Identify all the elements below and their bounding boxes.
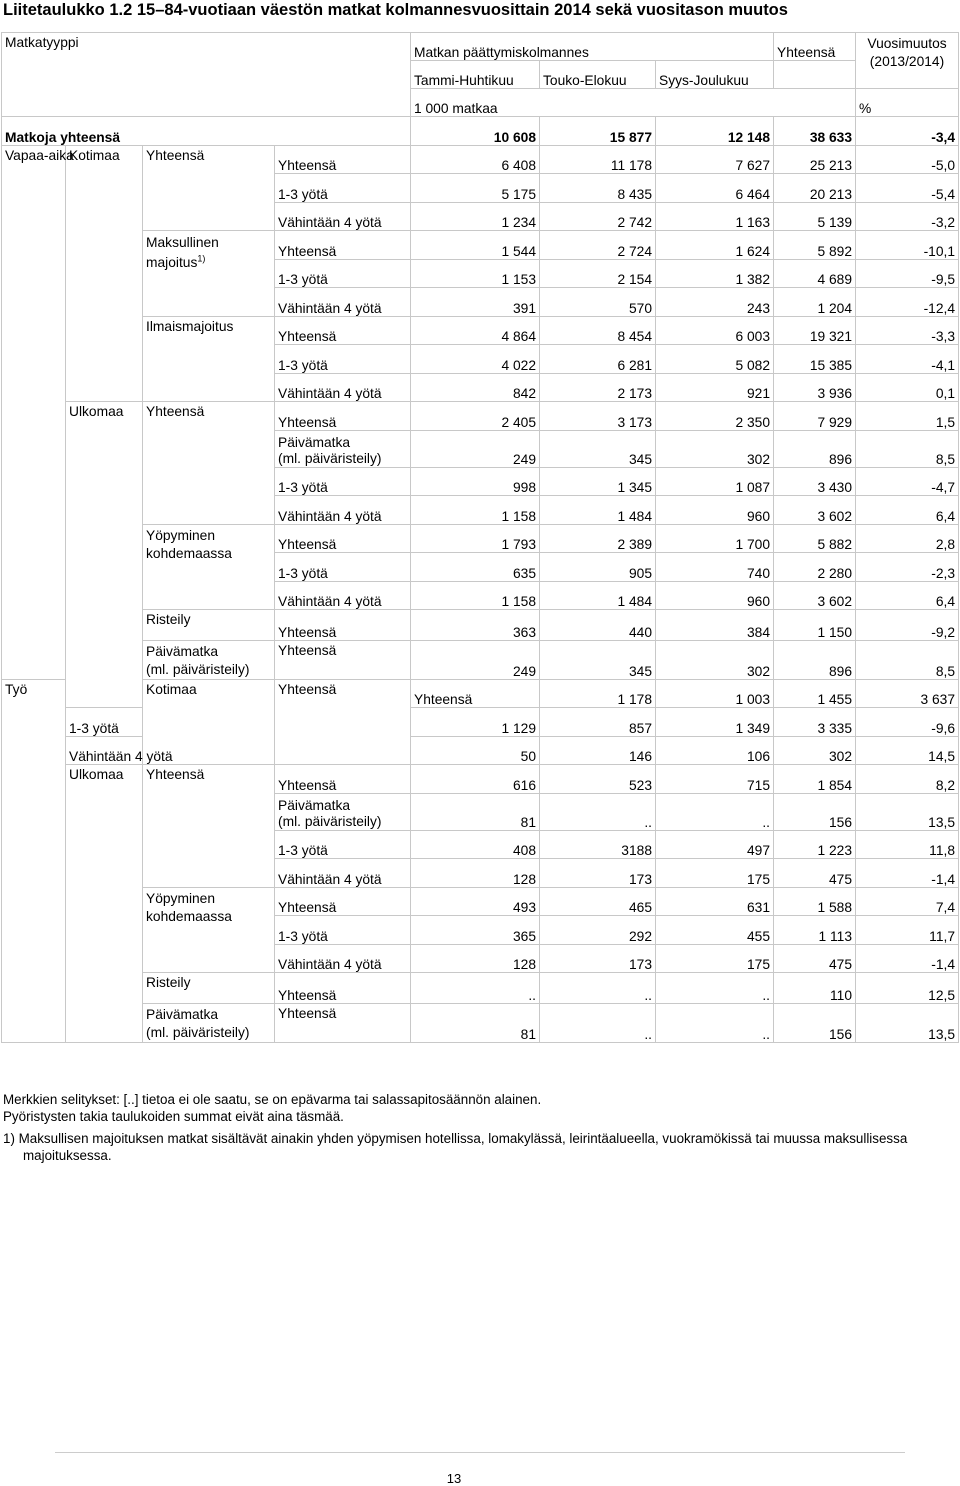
table-cell: 146 <box>540 736 656 765</box>
row-label: 1-3 yötä <box>275 830 411 859</box>
table-cell: 4 689 <box>774 259 856 288</box>
table-cell: 8 454 <box>540 316 656 345</box>
label-text: (ml. päiväristeily) <box>146 1024 250 1040</box>
table-cell: -4,1 <box>856 345 959 374</box>
table-cell: .. <box>540 973 656 1004</box>
table-cell: 8,2 <box>856 765 959 794</box>
table-cell: 3 335 <box>774 708 856 737</box>
table-cell: -3,3 <box>856 316 959 345</box>
table-cell: 292 <box>540 916 656 945</box>
table-cell: -1,4 <box>856 944 959 973</box>
row-label: Kotimaa <box>143 679 275 765</box>
row-label: 1-3 yötä <box>275 259 411 288</box>
table-cell: 2 173 <box>540 373 656 402</box>
table-cell: 1 382 <box>656 259 774 288</box>
table-cell: 493 <box>411 887 540 916</box>
table-row <box>2 887 959 916</box>
table-cell: 175 <box>656 944 774 973</box>
table-cell: 243 <box>656 288 774 317</box>
table-cell: -5,0 <box>856 145 959 174</box>
table-cell: 6 281 <box>540 345 656 374</box>
table-cell: -9,2 <box>856 610 959 641</box>
table-cell: 960 <box>656 496 774 525</box>
table-cell: 635 <box>411 553 540 582</box>
table-cell: -4,7 <box>856 467 959 496</box>
row-label: Työ <box>2 679 66 1042</box>
table-cell: 7 929 <box>774 402 856 431</box>
label-text: Yöpyminen <box>146 527 216 543</box>
row-label: Vähintään 4 yötä <box>275 202 411 231</box>
table-cell: 110 <box>774 973 856 1004</box>
row-label: Ulkomaa <box>66 402 143 708</box>
table-cell: 302 <box>774 736 856 765</box>
row-label: Vähintään 4 yötä <box>66 736 143 765</box>
summary-value: -3,4 <box>856 117 959 146</box>
table-cell: 5 882 <box>774 524 856 553</box>
table-cell: 1 223 <box>774 830 856 859</box>
table-cell: 3 602 <box>774 581 856 610</box>
row-label: Vapaa-aika <box>2 145 66 679</box>
table-row <box>2 1003 959 1042</box>
table-cell: 523 <box>540 765 656 794</box>
table-cell: 1 234 <box>411 202 540 231</box>
table-cell: 408 <box>411 830 540 859</box>
table-row <box>2 765 959 794</box>
row-label: Yhteensä <box>275 402 411 431</box>
summary-row <box>2 117 959 146</box>
summary-value: 15 877 <box>540 117 656 146</box>
table-cell: 465 <box>540 887 656 916</box>
table-cell: 3 936 <box>774 373 856 402</box>
header-total: Yhteensä <box>774 33 856 61</box>
label-text: Päivämatka <box>278 797 351 813</box>
table-cell: 1,5 <box>856 402 959 431</box>
table-cell: 11 178 <box>540 145 656 174</box>
label-text: (ml. päiväristeily) <box>278 813 382 829</box>
row-label: Ilmaismajoitus <box>143 316 275 402</box>
table-cell: 740 <box>656 553 774 582</box>
table-cell: 345 <box>540 430 656 467</box>
table-cell: 3 173 <box>540 402 656 431</box>
table-cell: 1 129 <box>411 708 540 737</box>
row-label: Yhteensä <box>275 765 411 794</box>
table-cell: 81 <box>411 793 540 830</box>
table-cell: 1 158 <box>411 581 540 610</box>
header-total-blank <box>774 61 856 89</box>
table-cell: 3 602 <box>774 496 856 525</box>
table-cell: 842 <box>411 373 540 402</box>
row-label: Risteily <box>143 973 275 1004</box>
table-row <box>2 231 959 260</box>
table-cell: .. <box>540 793 656 830</box>
row-label: Yhteensä <box>143 145 275 231</box>
table-cell: 175 <box>656 859 774 888</box>
table-cell: 6,4 <box>856 496 959 525</box>
summary-label: Matkoja yhteensä <box>2 117 411 146</box>
header-matkatyyppi: Matkatyyppi <box>2 33 411 117</box>
table-cell: 2 154 <box>540 259 656 288</box>
table-cell: 1 700 <box>656 524 774 553</box>
table-cell: 1 484 <box>540 496 656 525</box>
table-cell: 302 <box>656 430 774 467</box>
row-label <box>143 887 275 973</box>
table-cell: -5,4 <box>856 174 959 203</box>
row-label: 1-3 yötä <box>275 916 411 945</box>
row-label: 1-3 yötä <box>275 174 411 203</box>
row-label: Yhteensä <box>275 524 411 553</box>
table-cell: 363 <box>411 610 540 641</box>
table-row <box>2 610 959 641</box>
table-cell: 2 350 <box>656 402 774 431</box>
table-cell: 5 892 <box>774 231 856 260</box>
table-cell: .. <box>656 1003 774 1042</box>
table-cell: -9,6 <box>856 708 959 737</box>
table-cell: 14,5 <box>856 736 959 765</box>
table-cell: 440 <box>540 610 656 641</box>
table-cell: .. <box>540 1003 656 1042</box>
table-cell: 960 <box>656 581 774 610</box>
table-cell: -2,3 <box>856 553 959 582</box>
row-label <box>143 524 275 610</box>
table-row <box>2 973 959 1004</box>
table-cell: 2 724 <box>540 231 656 260</box>
page-title: Liitetaulukko 1.2 15–84-vuotiaan väestön matkat kolmannesvuosittain 2014 sekä vuositason muutos <box>3 1 788 19</box>
row-label: Kotimaa <box>66 145 143 402</box>
table-cell: 4 864 <box>411 316 540 345</box>
table-cell: 455 <box>656 916 774 945</box>
table-cell: -10,1 <box>856 231 959 260</box>
rounding-note: Pyöristysten takia taulukoiden summat eivät aina täsmää. <box>3 1108 344 1124</box>
table-cell: 8 435 <box>540 174 656 203</box>
table-cell: 128 <box>411 859 540 888</box>
label-text: kohdemaassa <box>146 908 232 924</box>
footnote: 1) Maksullisen majoituksen matkat sisältävät ainakin yhden yöpymisen hotellissa, lomakylässä, leirintäalueella, vuokramökissä tai muussa maksullisessa majoituksessa. <box>3 1131 908 1163</box>
summary-value: 12 148 <box>656 117 774 146</box>
header-change: Vuosimuutos (2013/2014) <box>856 33 959 89</box>
row-label <box>275 793 411 830</box>
table-row <box>2 402 959 431</box>
label-text: Yöpyminen <box>146 890 216 906</box>
row-label: Yhteensä <box>275 316 411 345</box>
label-text: kohdemaassa <box>146 545 232 561</box>
row-label: Vähintään 4 yötä <box>275 496 411 525</box>
table-cell: 7,4 <box>856 887 959 916</box>
row-label: Yhteensä <box>275 610 411 641</box>
table-cell: 497 <box>656 830 774 859</box>
legend-note: Merkkien selitykset: [..] tietoa ei ole saatu, se on epävarma tai salassapitosäännön alainen. <box>3 1092 542 1107</box>
table-cell: 5 139 <box>774 202 856 231</box>
row-label: Yhteensä <box>275 679 411 765</box>
table-cell: 25 213 <box>774 145 856 174</box>
table-cell: 570 <box>540 288 656 317</box>
table-cell: 921 <box>656 373 774 402</box>
table-cell: 2 389 <box>540 524 656 553</box>
table-cell: 5 082 <box>656 345 774 374</box>
table-cell: 616 <box>411 765 540 794</box>
table-cell: 302 <box>656 640 774 679</box>
table-cell: 6 464 <box>656 174 774 203</box>
table-cell: 2 405 <box>411 402 540 431</box>
table-cell: 3 637 <box>856 679 959 708</box>
table-cell: 81 <box>411 1003 540 1042</box>
row-label <box>143 1003 275 1042</box>
table-cell: 50 <box>411 736 540 765</box>
row-label: Yhteensä <box>275 231 411 260</box>
table-cell: 896 <box>774 430 856 467</box>
table-cell: 128 <box>411 944 540 973</box>
table-cell: 475 <box>774 859 856 888</box>
table-cell: 1 178 <box>540 679 656 708</box>
table-cell: 1 588 <box>774 887 856 916</box>
header-unit: 1 000 matkaa <box>411 89 856 117</box>
table-cell: 13,5 <box>856 793 959 830</box>
header-q1: Tammi-Huhtikuu <box>411 61 540 89</box>
row-label: Vähintään 4 yötä <box>275 944 411 973</box>
table-cell: 6 003 <box>656 316 774 345</box>
table-cell: 4 022 <box>411 345 540 374</box>
table-cell: 156 <box>774 793 856 830</box>
data-table-container <box>1 32 958 1043</box>
table-cell: 13,5 <box>856 1003 959 1042</box>
table-cell: 1 484 <box>540 581 656 610</box>
row-label <box>275 430 411 467</box>
row-label <box>143 640 275 679</box>
row-label: Yhteensä <box>411 679 540 708</box>
row-label: Yhteensä <box>275 145 411 174</box>
table-cell: 173 <box>540 944 656 973</box>
notes <box>3 1092 933 1164</box>
table-cell: 1 349 <box>656 708 774 737</box>
row-label: Vähintään 4 yötä <box>275 859 411 888</box>
header-q2: Touko-Elokuu <box>540 61 656 89</box>
table-cell: 715 <box>656 765 774 794</box>
footnote-marker: 1) <box>197 253 206 264</box>
table-cell: 11,8 <box>856 830 959 859</box>
table-cell: 1 455 <box>774 679 856 708</box>
table-cell: 1 087 <box>656 467 774 496</box>
table-cell: 249 <box>411 640 540 679</box>
summary-value: 38 633 <box>774 117 856 146</box>
row-label: 1-3 yötä <box>66 708 143 737</box>
table-cell: 1 345 <box>540 467 656 496</box>
table-row <box>2 679 959 708</box>
table-cell: 1 544 <box>411 231 540 260</box>
row-label: Yhteensä <box>275 640 411 679</box>
row-label: Vähintään 4 yötä <box>275 581 411 610</box>
table-cell: 2 280 <box>774 553 856 582</box>
table-cell: .. <box>411 973 540 1004</box>
row-label: Yhteensä <box>143 765 275 888</box>
table-cell: 2,8 <box>856 524 959 553</box>
table-cell: 173 <box>540 859 656 888</box>
table-cell: 365 <box>411 916 540 945</box>
table-cell: 1 153 <box>411 259 540 288</box>
label-text: (ml. päiväristeily) <box>278 450 382 466</box>
label-text: Maksullinen <box>146 235 219 250</box>
table-cell: 1 793 <box>411 524 540 553</box>
row-label: Yhteensä <box>275 973 411 1004</box>
table-cell: 1 624 <box>656 231 774 260</box>
table-cell: 2 742 <box>540 202 656 231</box>
table-cell: 12,5 <box>856 973 959 1004</box>
table-cell: -1,4 <box>856 859 959 888</box>
row-label: Yhteensä <box>275 1003 411 1042</box>
table-cell: 0,1 <box>856 373 959 402</box>
table-cell: -12,4 <box>856 288 959 317</box>
label-text: (ml. päiväristeily) <box>146 661 250 677</box>
row-label: 1-3 yötä <box>275 345 411 374</box>
row-label: 1-3 yötä <box>275 553 411 582</box>
table-row <box>2 524 959 553</box>
table-cell: 631 <box>656 887 774 916</box>
row-label <box>143 231 275 317</box>
row-label: Yhteensä <box>143 402 275 525</box>
table-cell: 998 <box>411 467 540 496</box>
label-text: Päivämatka <box>278 434 351 450</box>
table-row <box>2 640 959 679</box>
table-cell: 1 158 <box>411 496 540 525</box>
table-cell: 156 <box>774 1003 856 1042</box>
row-label: Risteily <box>143 610 275 641</box>
table-cell: 345 <box>540 640 656 679</box>
table-cell: 8,5 <box>856 640 959 679</box>
table-cell: 6,4 <box>856 581 959 610</box>
table-cell: 1 204 <box>774 288 856 317</box>
header-q3: Syys-Joulukuu <box>656 61 774 89</box>
table-cell: 11,7 <box>856 916 959 945</box>
label-text: Päivämatka <box>146 643 219 659</box>
table-cell: 7 627 <box>656 145 774 174</box>
table-cell: 6 408 <box>411 145 540 174</box>
header-row-1 <box>2 33 959 61</box>
data-table <box>1 32 959 1043</box>
table-cell: -9,5 <box>856 259 959 288</box>
label-text: Päivämatka <box>146 1006 219 1022</box>
table-cell: 905 <box>540 553 656 582</box>
table-cell: .. <box>656 973 774 1004</box>
table-cell: 15 385 <box>774 345 856 374</box>
table-cell: -3,2 <box>856 202 959 231</box>
row-label: 1-3 yötä <box>275 467 411 496</box>
table-cell: 3 430 <box>774 467 856 496</box>
footer-rule <box>55 1452 905 1453</box>
page-number: 13 <box>446 1471 462 1486</box>
table-row <box>2 316 959 345</box>
table-cell: 5 175 <box>411 174 540 203</box>
summary-value: 10 608 <box>411 117 540 146</box>
table-cell: 391 <box>411 288 540 317</box>
table-cell: 857 <box>540 708 656 737</box>
header-end-quarter: Matkan päättymiskolmannes <box>411 33 774 61</box>
table-row <box>2 145 959 174</box>
row-label: Ulkomaa <box>66 765 143 1043</box>
table-cell: 249 <box>411 430 540 467</box>
label-text: majoitus <box>146 255 198 270</box>
table-cell: 20 213 <box>774 174 856 203</box>
table-cell: 8,5 <box>856 430 959 467</box>
table-cell: .. <box>656 793 774 830</box>
table-cell: 384 <box>656 610 774 641</box>
table-cell: 1 854 <box>774 765 856 794</box>
table-cell: 19 321 <box>774 316 856 345</box>
table-cell: 1 163 <box>656 202 774 231</box>
row-label: Yhteensä <box>275 887 411 916</box>
row-label: Vähintään 4 yötä <box>275 288 411 317</box>
table-cell: 1 003 <box>656 679 774 708</box>
row-label: Vähintään 4 yötä <box>275 373 411 402</box>
table-cell: 1 150 <box>774 610 856 641</box>
table-cell: 1 113 <box>774 916 856 945</box>
table-cell: 475 <box>774 944 856 973</box>
table-cell: 3188 <box>540 830 656 859</box>
header-pct: % <box>856 89 959 117</box>
table-cell: 896 <box>774 640 856 679</box>
table-cell: 106 <box>656 736 774 765</box>
